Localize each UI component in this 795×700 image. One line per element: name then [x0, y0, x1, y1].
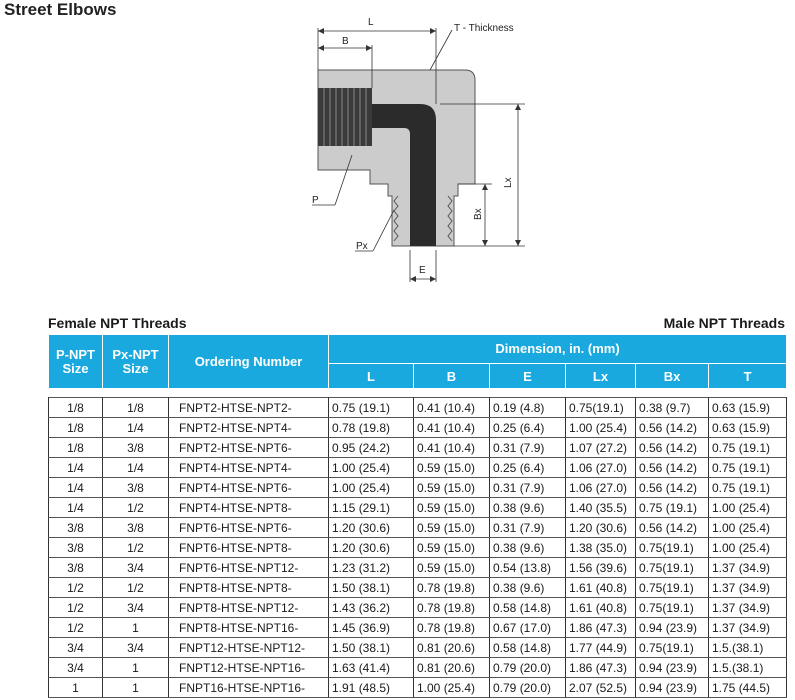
cell-dim-Lx: 1.06 (27.0): [566, 458, 636, 478]
cell-px-npt: 3/4: [103, 598, 169, 618]
female-thread: [318, 88, 372, 146]
cell-p-npt: 1/4: [49, 478, 103, 498]
cell-dim-E: 0.38 (9.6): [490, 498, 566, 518]
label-E: E: [419, 265, 426, 276]
cell-dim-E: 0.31 (7.9): [490, 518, 566, 538]
cell-dim-L: 1.43 (36.2): [329, 598, 414, 618]
cell-ordering-number: FNPT2-HTSE-NPT4-: [169, 418, 329, 438]
header-Lx: Lx: [566, 364, 636, 389]
table-row: [49, 478, 787, 498]
cell-dim-L: 0.95 (24.2): [329, 438, 414, 458]
cell-p-npt: 3/4: [49, 658, 103, 678]
cell-dim-Bx: 0.75(19.1): [636, 538, 709, 558]
cell-dim-Bx: 0.94 (23.9): [636, 658, 709, 678]
cell-px-npt: 1: [103, 618, 169, 638]
cell-dim-E: 0.25 (6.4): [490, 458, 566, 478]
cell-ordering-number: FNPT2-HTSE-NPT6-: [169, 438, 329, 458]
cell-dim-Lx: 1.77 (44.9): [566, 638, 636, 658]
cell-dim-L: 1.15 (29.1): [329, 498, 414, 518]
header-T: T: [709, 364, 787, 389]
cell-dim-E: 0.19 (4.8): [490, 398, 566, 418]
cell-ordering-number: FNPT4-HTSE-NPT4-: [169, 458, 329, 478]
cell-dim-Lx: 1.86 (47.3): [566, 658, 636, 678]
cell-dim-E: 0.54 (13.8): [490, 558, 566, 578]
cell-px-npt: 1/2: [103, 538, 169, 558]
table-row: [49, 538, 787, 558]
cell-ordering-number: FNPT8-HTSE-NPT16-: [169, 618, 329, 638]
cell-dim-T: 1.5.(38.1): [709, 638, 787, 658]
cell-dim-L: 1.50 (38.1): [329, 578, 414, 598]
header-p-npt: P-NPT Size: [49, 335, 103, 389]
header-B: B: [414, 364, 490, 389]
cell-dim-E: 0.31 (7.9): [490, 478, 566, 498]
cell-px-npt: 1/4: [103, 458, 169, 478]
cell-dim-Bx: 0.75(19.1): [636, 598, 709, 618]
label-B: B: [342, 36, 349, 47]
cell-p-npt: 1/2: [49, 618, 103, 638]
cell-dim-Bx: 0.56 (14.2): [636, 518, 709, 538]
cell-dim-L: 1.20 (30.6): [329, 518, 414, 538]
cell-dim-Lx: 1.40 (35.5): [566, 498, 636, 518]
cell-dim-Bx: 0.94 (23.9): [636, 678, 709, 698]
cell-dim-T: 1.00 (25.4): [709, 518, 787, 538]
cell-dim-B: 0.59 (15.0): [414, 498, 490, 518]
cell-dim-B: 0.59 (15.0): [414, 518, 490, 538]
cell-dim-E: 0.38 (9.6): [490, 538, 566, 558]
cell-dim-E: 0.58 (14.8): [490, 638, 566, 658]
table-row: [49, 398, 787, 418]
cell-dim-B: 0.59 (15.0): [414, 458, 490, 478]
cell-dim-Lx: 2.07 (52.5): [566, 678, 636, 698]
cell-dim-B: 0.78 (19.8): [414, 598, 490, 618]
table-body: [49, 398, 787, 698]
cell-dim-L: 1.91 (48.5): [329, 678, 414, 698]
header-dimension: Dimension, in. (mm): [329, 335, 787, 364]
label-Lx: Lx: [503, 177, 514, 188]
cell-dim-Bx: 0.75(19.1): [636, 558, 709, 578]
cell-px-npt: 3/8: [103, 438, 169, 458]
cell-dim-L: 1.20 (30.6): [329, 538, 414, 558]
dimension-table: [48, 334, 787, 698]
cell-px-npt: 3/4: [103, 638, 169, 658]
cell-ordering-number: FNPT8-HTSE-NPT12-: [169, 598, 329, 618]
cell-dim-E: 0.31 (7.9): [490, 438, 566, 458]
cell-px-npt: 1: [103, 678, 169, 698]
cell-dim-B: 0.59 (15.0): [414, 478, 490, 498]
cell-dim-B: 0.81 (20.6): [414, 638, 490, 658]
cell-dim-E: 0.25 (6.4): [490, 418, 566, 438]
table-row: [49, 438, 787, 458]
cell-dim-B: 0.78 (19.8): [414, 618, 490, 638]
cell-ordering-number: FNPT12-HTSE-NPT16-: [169, 658, 329, 678]
page-title: Street Elbows: [4, 0, 117, 19]
cell-ordering-number: FNPT6-HTSE-NPT8-: [169, 538, 329, 558]
table-row: [49, 578, 787, 598]
label-L: L: [368, 17, 374, 28]
cell-dim-E: 0.79 (20.0): [490, 678, 566, 698]
header-Bx: Bx: [636, 364, 709, 389]
cell-px-npt: 1/8: [103, 398, 169, 418]
cell-dim-Lx: 1.07 (27.2): [566, 438, 636, 458]
header-ordering: Ordering Number: [169, 335, 329, 389]
cell-dim-L: 0.75 (19.1): [329, 398, 414, 418]
cell-dim-Bx: 0.75(19.1): [636, 578, 709, 598]
cell-dim-T: 1.37 (34.9): [709, 618, 787, 638]
cell-dim-B: 0.59 (15.0): [414, 538, 490, 558]
cell-dim-B: 1.00 (25.4): [414, 678, 490, 698]
cell-dim-Bx: 0.38 (9.7): [636, 398, 709, 418]
cell-ordering-number: FNPT4-HTSE-NPT8-: [169, 498, 329, 518]
cell-p-npt: 1/8: [49, 438, 103, 458]
cell-dim-Lx: 1.61 (40.8): [566, 598, 636, 618]
cell-dim-T: 1.37 (34.9): [709, 578, 787, 598]
cell-dim-L: 1.23 (31.2): [329, 558, 414, 578]
cell-ordering-number: FNPT2-HTSE-NPT2-: [169, 398, 329, 418]
cell-dim-Lx: 1.86 (47.3): [566, 618, 636, 638]
cell-dim-Lx: 1.61 (40.8): [566, 578, 636, 598]
cell-dim-Bx: 0.56 (14.2): [636, 438, 709, 458]
cell-dim-T: 1.37 (34.9): [709, 558, 787, 578]
cell-dim-L: 1.45 (36.9): [329, 618, 414, 638]
cell-dim-L: 1.00 (25.4): [329, 458, 414, 478]
cell-p-npt: 1/2: [49, 578, 103, 598]
table-row: [49, 518, 787, 538]
cell-dim-E: 0.38 (9.6): [490, 578, 566, 598]
cell-dim-T: 0.75 (19.1): [709, 458, 787, 478]
cell-dim-Bx: 0.94 (23.9): [636, 618, 709, 638]
cell-dim-T: 0.75 (19.1): [709, 438, 787, 458]
table-row: [49, 418, 787, 438]
cell-dim-Lx: 1.06 (27.0): [566, 478, 636, 498]
cell-px-npt: 3/8: [103, 518, 169, 538]
table-row: [49, 598, 787, 618]
cell-dim-Lx: 1.00 (25.4): [566, 418, 636, 438]
cell-dim-Bx: 0.56 (14.2): [636, 458, 709, 478]
cell-dim-B: 0.41 (10.4): [414, 418, 490, 438]
cell-px-npt: 1/2: [103, 578, 169, 598]
cell-dim-E: 0.58 (14.8): [490, 598, 566, 618]
cell-dim-Lx: 1.20 (30.6): [566, 518, 636, 538]
cell-dim-Lx: 1.38 (35.0): [566, 538, 636, 558]
label-T: T - Thickness: [454, 23, 514, 34]
cell-ordering-number: FNPT12-HTSE-NPT12-: [169, 638, 329, 658]
cell-dim-B: 0.59 (15.0): [414, 558, 490, 578]
cell-dim-T: 1.37 (34.9): [709, 598, 787, 618]
header-L: L: [329, 364, 414, 389]
cell-dim-B: 0.41 (10.4): [414, 398, 490, 418]
cell-p-npt: 3/8: [49, 518, 103, 538]
cell-p-npt: 1/4: [49, 498, 103, 518]
cell-px-npt: 3/4: [103, 558, 169, 578]
street-elbow-diagram: [300, 14, 540, 289]
table-row: [49, 658, 787, 678]
cell-p-npt: 3/8: [49, 558, 103, 578]
label-Px: Px: [356, 241, 368, 252]
table-row: [49, 458, 787, 478]
cell-dim-T: 1.75 (44.5): [709, 678, 787, 698]
cell-dim-T: 1.00 (25.4): [709, 498, 787, 518]
cell-ordering-number: FNPT4-HTSE-NPT6-: [169, 478, 329, 498]
cell-ordering-number: FNPT8-HTSE-NPT8-: [169, 578, 329, 598]
cell-dim-E: 0.67 (17.0): [490, 618, 566, 638]
cell-ordering-number: FNPT16-HTSE-NPT16-: [169, 678, 329, 698]
header-px-npt: Px-NPT Size: [103, 335, 169, 389]
header-E: E: [490, 364, 566, 389]
cell-p-npt: 3/4: [49, 638, 103, 658]
cell-dim-Bx: 0.56 (14.2): [636, 478, 709, 498]
cell-dim-B: 0.81 (20.6): [414, 658, 490, 678]
label-Bx: Bx: [473, 208, 484, 220]
cell-p-npt: 1/8: [49, 398, 103, 418]
cell-dim-T: 1.00 (25.4): [709, 538, 787, 558]
cell-ordering-number: FNPT6-HTSE-NPT6-: [169, 518, 329, 538]
cell-px-npt: 1/2: [103, 498, 169, 518]
table-row: [49, 638, 787, 658]
cell-dim-T: 1.5.(38.1): [709, 658, 787, 678]
cell-p-npt: 1/8: [49, 418, 103, 438]
cell-dim-Lx: 1.56 (39.6): [566, 558, 636, 578]
table-row: [49, 498, 787, 518]
cell-dim-T: 0.63 (15.9): [709, 418, 787, 438]
table-row: [49, 618, 787, 638]
cell-dim-L: 1.50 (38.1): [329, 638, 414, 658]
cell-dim-Bx: 0.75 (19.1): [636, 498, 709, 518]
cell-px-npt: 1: [103, 658, 169, 678]
cell-dim-L: 0.78 (19.8): [329, 418, 414, 438]
cell-dim-E: 0.79 (20.0): [490, 658, 566, 678]
cell-dim-Bx: 0.56 (14.2): [636, 418, 709, 438]
label-P: P: [312, 195, 319, 206]
table-row: [49, 678, 787, 698]
cell-dim-Lx: 0.75(19.1): [566, 398, 636, 418]
cell-p-npt: 1: [49, 678, 103, 698]
cell-p-npt: 1/2: [49, 598, 103, 618]
cell-dim-T: 0.63 (15.9): [709, 398, 787, 418]
female-threads-caption: Female NPT Threads: [48, 315, 187, 331]
cell-dim-B: 0.41 (10.4): [414, 438, 490, 458]
cell-p-npt: 1/4: [49, 458, 103, 478]
cell-p-npt: 3/8: [49, 538, 103, 558]
cell-dim-B: 0.78 (19.8): [414, 578, 490, 598]
cell-px-npt: 3/8: [103, 478, 169, 498]
cell-px-npt: 1/4: [103, 418, 169, 438]
cell-dim-T: 0.75 (19.1): [709, 478, 787, 498]
male-threads-caption: Male NPT Threads: [663, 315, 785, 331]
cell-dim-Bx: 0.75(19.1): [636, 638, 709, 658]
cell-dim-L: 1.63 (41.4): [329, 658, 414, 678]
table-row: [49, 558, 787, 578]
cell-ordering-number: FNPT6-HTSE-NPT12-: [169, 558, 329, 578]
cell-dim-L: 1.00 (25.4): [329, 478, 414, 498]
